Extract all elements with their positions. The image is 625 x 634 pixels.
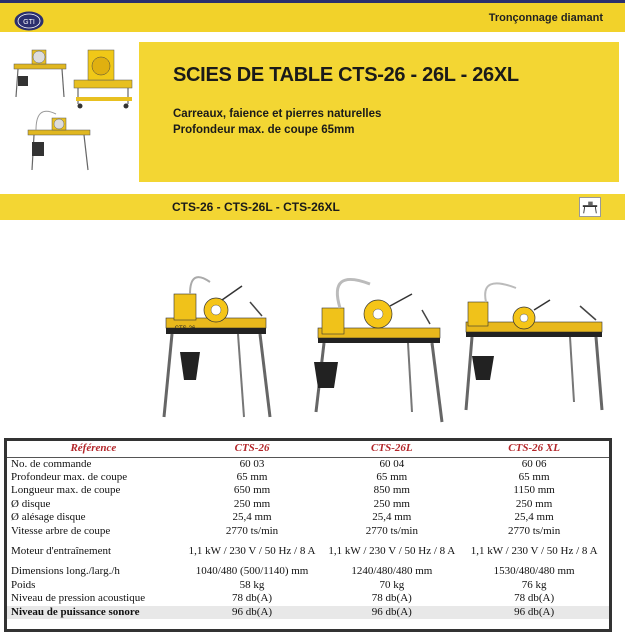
cell-cts-26: 250 mm [233, 497, 271, 510]
cell-cts-26xl: 1,1 kW / 230 V / 50 Hz / 8 A [470, 545, 598, 557]
cell-cts-26l: 60 04 [379, 457, 405, 470]
product-cut-depth: Profondeur max. de coupe 65mm [173, 124, 355, 136]
cell-cts-26: 25,4 mm [232, 511, 272, 524]
cell-cts-26: 65 mm [236, 470, 268, 483]
row-label: Niveau de puissance sonore [7, 606, 180, 620]
table-header-row [7, 441, 609, 457]
cell-cts-26: 58 kg [239, 578, 265, 591]
cell-cts-26xl: 250 mm [515, 497, 553, 510]
cell-cts-26: 78 db(A) [232, 592, 273, 605]
cell-cts-26l: 78 db(A) [371, 592, 412, 605]
row-label: Ø alésage disque [11, 511, 86, 524]
product-title: SCIES DE TABLE CTS-26 - 26L - 26XL [173, 64, 519, 86]
table-row [7, 565, 609, 579]
header-cts-26: CTS-26 [180, 441, 325, 457]
saw-cts-26xl-image [466, 283, 602, 410]
row-label: Dimensions long./larg./h [11, 565, 120, 578]
header-cts-26l: CTS-26L [324, 441, 459, 457]
svg-text:GTI: GTI [23, 19, 35, 26]
saws-illustration [150, 272, 610, 437]
table-row [7, 457, 609, 471]
cell-cts-26: 1,1 kW / 230 V / 50 Hz / 8 A [188, 545, 316, 557]
row-label: Niveau de pression acoustique [11, 592, 146, 605]
saw-cts-26l-image [314, 279, 442, 422]
specs-table [4, 438, 612, 632]
table-row [7, 592, 609, 606]
row-label: Longueur max. de coupe [11, 484, 121, 497]
product-thumbnails-image [6, 42, 136, 182]
cell-cts-26: 2770 ts/min [225, 524, 279, 537]
cell-cts-26l: 65 mm [376, 470, 408, 483]
table-saw-icon [579, 197, 601, 217]
table-row [7, 538, 609, 565]
hero-banner [139, 42, 619, 182]
cell-cts-26l: 70 kg [379, 578, 405, 591]
cell-cts-26l: 850 mm [373, 484, 410, 497]
cell-cts-26xl: 25,4 mm [514, 511, 554, 524]
top-header-bar [0, 0, 625, 32]
cell-cts-26l: 1,1 kW / 230 V / 50 Hz / 8 A [328, 545, 456, 557]
company-logo [13, 10, 45, 32]
cell-cts-26: 1040/480 (500/1140) mm [195, 565, 309, 578]
cell-cts-26: 60 03 [239, 457, 265, 470]
cell-cts-26l: 1240/480/480 mm [351, 565, 433, 578]
table-row [7, 579, 609, 593]
cell-cts-26l: 96 db(A) [324, 606, 459, 620]
header-cts-26xl: CTS-26 XL [459, 441, 609, 457]
table-row [7, 525, 609, 539]
cell-cts-26: 650 mm [233, 484, 271, 497]
table-row [7, 511, 609, 525]
table-row [7, 498, 609, 512]
cell-cts-26xl: 60 06 [521, 457, 547, 470]
cell-cts-26xl: 1150 mm [513, 484, 555, 497]
product-description: Carreaux, faience et pierres naturelles [173, 108, 382, 120]
cell-cts-26xl: 96 db(A) [459, 606, 609, 620]
row-label: Poids [11, 578, 36, 591]
models-list: CTS-26 - CTS-26L - CTS-26XL [172, 200, 340, 214]
cell-cts-26xl: 65 mm [518, 470, 550, 483]
row-label: Moteur d'entraînement [11, 545, 112, 557]
table-row [7, 471, 609, 485]
row-label: Vitesse arbre de coupe [11, 524, 111, 537]
table-row [7, 606, 609, 620]
cell-cts-26xl: 1530/480/480 mm [493, 565, 575, 578]
row-label: Ø disque [11, 497, 51, 510]
cell-cts-26l: 25,4 mm [372, 511, 412, 524]
section-title: Tronçonnage diamant [488, 12, 603, 24]
cell-cts-26l: 250 mm [373, 497, 410, 510]
cell-cts-26xl: 78 db(A) [514, 592, 555, 605]
models-bar [0, 194, 625, 220]
cell-cts-26l: 2770 ts/min [365, 524, 418, 537]
header-reference: Référence [7, 441, 180, 457]
cell-cts-26: 96 db(A) [180, 606, 325, 620]
cell-cts-26xl: 76 kg [521, 578, 547, 591]
row-label: No. de commande [11, 457, 92, 470]
saw-cts-26-image [164, 277, 270, 417]
saw-label: CTS-26 [174, 326, 196, 332]
table-row [7, 484, 609, 498]
cell-cts-26xl: 2770 ts/min [507, 524, 561, 537]
row-label: Profondeur max. de coupe [11, 470, 128, 483]
